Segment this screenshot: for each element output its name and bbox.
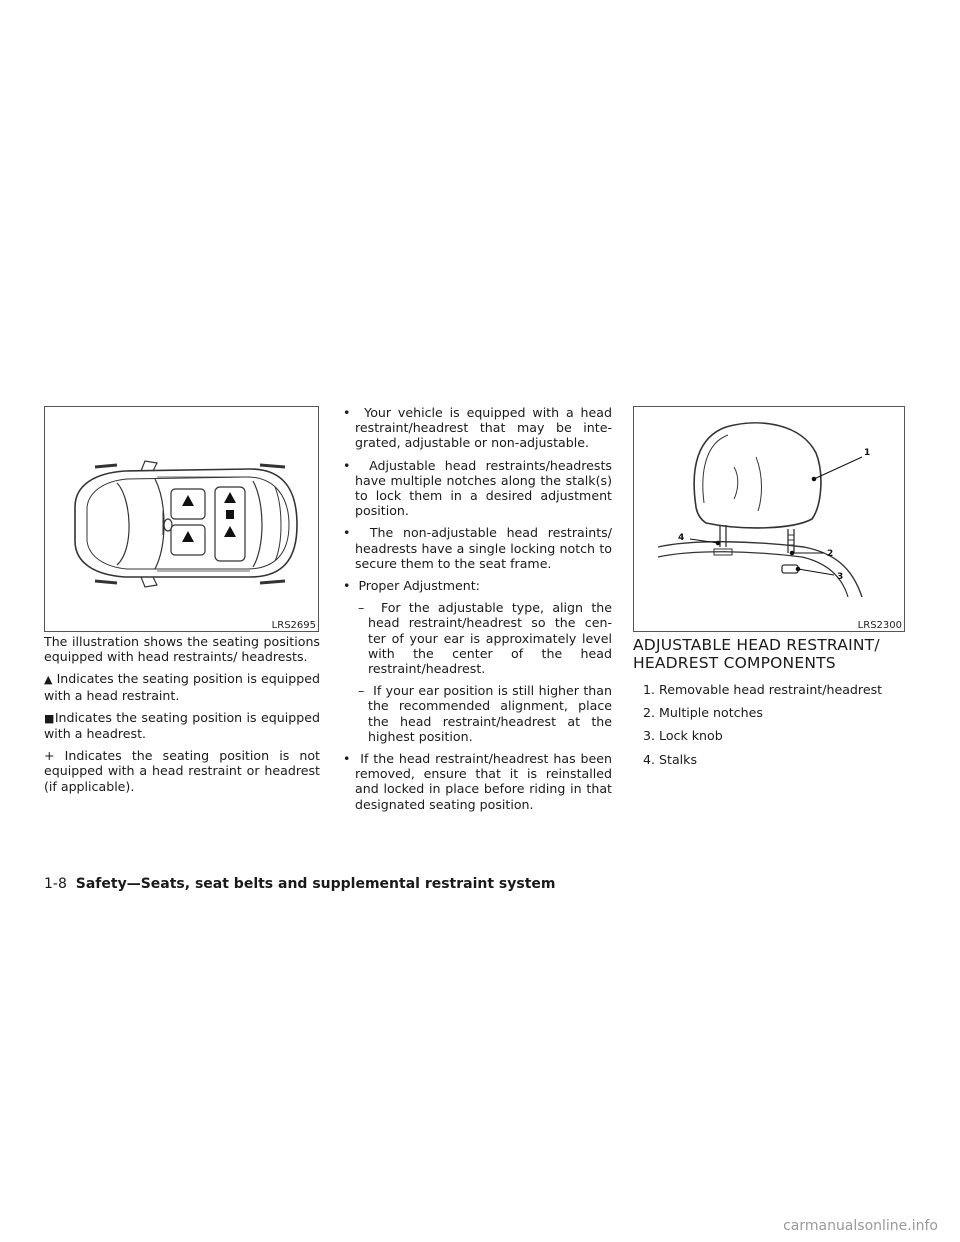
list-item: 4. Stalks bbox=[643, 751, 698, 767]
footer-title: Safety—Seats, seat belts and supplemental restraint system bbox=[75, 876, 556, 892]
list-item: 3. Lock knob bbox=[643, 728, 723, 744]
triangle-icon: ▲ bbox=[44, 673, 53, 687]
bullet-item: • The non-adjustable head restraints/ headrests have a single locking notch to secure them to the seat frame. bbox=[343, 525, 612, 571]
triangle-note bbox=[44, 671, 320, 702]
intro-text: The illustration shows the seating positions equipped with head restraints/ headrests. bbox=[44, 634, 320, 665]
list-item: 1. Removable head restraint/headrest bbox=[643, 682, 883, 697]
page-number: 1-8 bbox=[44, 876, 67, 892]
car-top-view-illustration bbox=[45, 407, 318, 631]
bullet-item: • If the head restraint/headrest has been removed, ensure that it is reinstalled and locked in place before riding in that designated seating position. bbox=[343, 751, 612, 812]
section-heading: ADJUSTABLE HEAD RESTRAINT/ HEADREST COMPONENTS bbox=[633, 636, 880, 672]
square-note bbox=[44, 710, 320, 741]
figure-code: LRS2300 bbox=[857, 620, 902, 631]
watermark: carmanualsonline.info bbox=[783, 1218, 938, 1234]
callout-3: 3 bbox=[837, 572, 844, 582]
headrest-illustration bbox=[634, 407, 904, 631]
figure-code: LRS2695 bbox=[271, 620, 316, 631]
left-column bbox=[44, 634, 320, 801]
list-item: 2. Multiple notches bbox=[643, 705, 763, 721]
callout-2: 2 bbox=[827, 549, 834, 559]
callout-4: 4 bbox=[678, 533, 685, 543]
right-column bbox=[633, 637, 909, 775]
bullet-item: • Adjustable head restraints/headrests have multiple notches along the stalk(s) to lock them in a desired adjustment position. bbox=[343, 457, 612, 519]
dash-item: – If your ear position is still higher than the recommended alignment, place the head restraint/headrest at the highest position. bbox=[358, 683, 612, 744]
bullet-item: • Your vehicle is equipped with a head restraint/headrest that may be inte- grated, adjustable or non-adjustable. bbox=[343, 405, 612, 451]
seating-positions-figure bbox=[44, 406, 319, 632]
page-footer bbox=[44, 876, 556, 892]
square-note-text: Indicates the seating position is equipped with a headrest. bbox=[44, 709, 320, 742]
bullet-item: • Proper Adjustment: bbox=[343, 578, 480, 594]
middle-column bbox=[336, 405, 612, 819]
square-icon: ■ bbox=[44, 711, 55, 725]
triangle-note-text: Indicates the seating position is equipped with a head restraint. bbox=[44, 671, 320, 703]
callout-1: 1 bbox=[864, 448, 871, 458]
headrest-components-figure bbox=[633, 406, 905, 632]
dash-item: – For the adjustable type, align the head restraint/headrest so the cen- ter of your ear is approximately level with the center of the head restraint/headrest. bbox=[358, 600, 612, 677]
plus-note: + Indicates the seating position is not equipped with a head restraint or headrest (if applicable). bbox=[44, 748, 320, 794]
